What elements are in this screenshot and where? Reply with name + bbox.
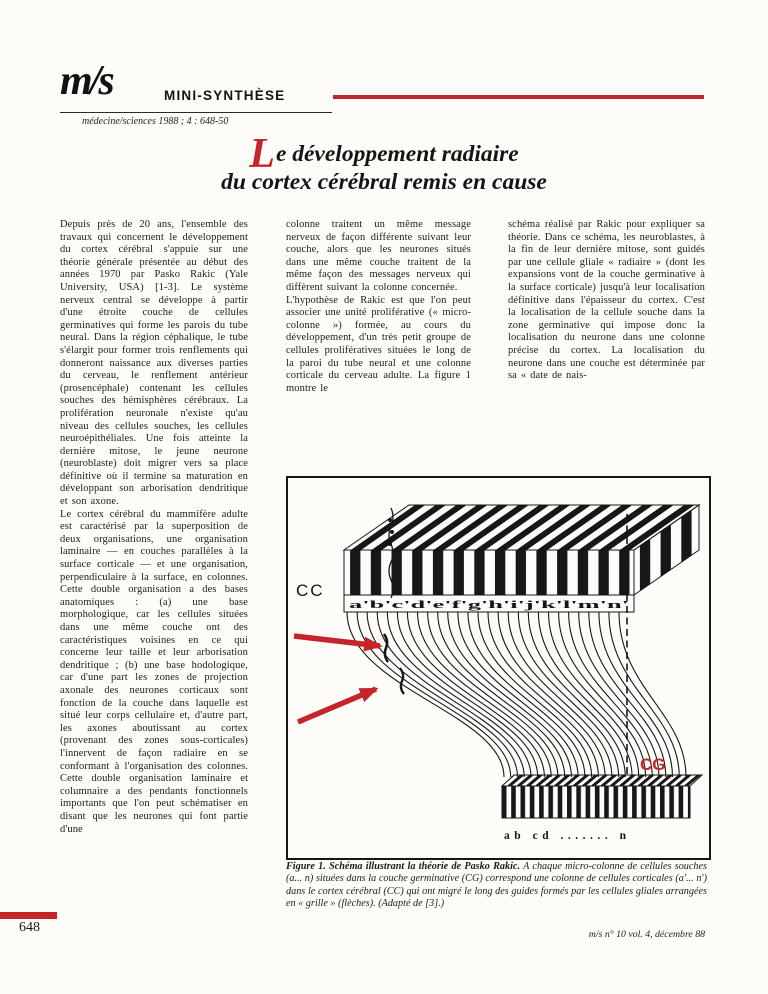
cortical-column-letters: a'b'c'd'e'f'g'h'i'j'k'l'm'n'	[349, 599, 629, 611]
figure-box	[286, 476, 711, 860]
germinal-zone-top-surface	[502, 775, 702, 786]
label-cg: CG	[640, 755, 666, 774]
germinal-zone-front-face	[502, 786, 690, 818]
article-title	[0, 131, 768, 196]
section-title: MINI-SYNTHÈSE	[164, 88, 286, 103]
column-left	[60, 219, 248, 836]
title-dropcap: L	[249, 131, 275, 177]
paragraph-hypothese-rakic: L'hypothèse de Rakic est que l'on peut associer une unité proliférative (« micro-colonne ») formée, au cours du développement, d'un très petit groupe de cellules prolifératives situées le long de la paroi du tube neural et une colonne corticale du cerveau adulte. La figure 1 montre le	[286, 294, 471, 394]
cortical-plate-front-face	[344, 550, 634, 595]
germinal-zone-slab	[502, 775, 702, 842]
red-arrow-upper	[294, 636, 380, 646]
paragraph-intro: Depuis près de 20 ans, l'ensemble des travaux qui concernent le développement du cortex cérébral s'appuie sur une théorie générale présentée au début des années 1970 par Pasko Rakic (Yale University, USA) [1-3]. Le système nerveux central se développe à partir d'une étroite couche de cellules germinatives qui forme les parois du tube neural. Dans la région céphalique, le tube s'élargit pour former trois renflements qui donneront naissance aux diverses parties du cerveau, le renflement antérieur (prosencéphale) contenant les cellules souches des hémisphères cérébraux. La prolifération neuronale n'existe qu'au niveau des cellules souches, les cellules neuroépithéliales. Une fois atteinte la dernière mitose, le jeune neurone (neuroblaste) doit migrer vers sa place définitive où il termine sa maturation en développant son arborisation dendritique et son axone.	[60, 219, 248, 508]
title-line-1	[0, 131, 768, 177]
germinal-zone-letters: ab cd ....... n	[504, 830, 626, 842]
journal-logo: m/s	[60, 58, 112, 104]
migrating-neuron-lower	[400, 668, 404, 694]
journal-reference: médecine/sciences 1988 ; 4 : 648-50	[82, 116, 229, 127]
paragraph-cortex-organisation: Le cortex cérébral du mammifère adulte est caractérisé par la superposition de deux organisations, une organisation laminaire — en couches parallèles à la surface corticale — et une organisation, perpendiculaire à la surface, en colonnes. Cette double organisation a des bases anatomiques : (a) une base morphologique, car les cellules situées dans une même couche ont des caractéristiques voisines en ce qui concerne leur taille et leur arborisation dendritique ; (b) une base hodologique, car d'une part les zones de projection axonale des neurones corticaux sont fonction de la couche dans laquelle est situé leur corps cellulaire et, d'autre part, les axones aboutissant au cortex (provenant des zones sous-corticales) l'innervent de façon radiaire en se conformant à l'organisation des colonnes. Cette double organisation laminaire et columnaire a des pendants fonctionnels importants que l'on peut schématiser en disant que les neurones qui font partie d'une	[60, 508, 248, 835]
figure-caption-text: A chaque micro-colonne de cellules souches (a... n) situées dans la couche germinative (CG) correspond une colonne de cellules corticales (a'... n') dans le cortex cérébral (CC) qui ont migré le long des guides formés par les cellules gliales arrangées en « grille » (flèches). (Adapté de [3].)	[286, 861, 707, 909]
radial-glia-fibers	[347, 612, 686, 777]
label-cc: CC	[296, 581, 325, 600]
title-line-2: du cortex cérébral remis en cause	[221, 169, 547, 196]
figure-caption-title: Figure 1. Schéma illustrant la théorie de Pasko Rakic.	[286, 861, 520, 872]
footer-red-bar	[0, 912, 57, 919]
paragraph-schema: schéma réalisé par Rakic pour expliquer sa théorie. Dans ce schéma, les neuroblastes, à la fin de leur dernière mitose, sont guidés par une cellule gliale « radiaire » (dont les expansions vont de la couche germinative à la surface corticale) jusqu'à leur localisation définitive dans l'épaisseur du cortex. C'est la localisation de la cellule souche dans la zone germinative qui impose donc la localisation du neurone dans une colonne précise du cortex. La localisation du neurone dans une couche est déterminée par sa « date de nais-	[508, 219, 705, 382]
title-line-1-text: e développement radiaire	[275, 141, 519, 167]
paragraph-continuation: colonne traitent un même message nerveux de façon différente suivant leur couche, alors que les neurones situés dans une même couche traitent de la même façon des messages nerveux qui diffèrent suivant la colonne concernée.	[286, 219, 471, 293]
red-arrow-lower	[298, 689, 376, 722]
journal-footer: m/s n° 10 vol. 4, décembre 88	[588, 929, 705, 940]
column-right	[508, 219, 705, 383]
red-rule	[333, 95, 704, 99]
column-middle	[286, 219, 471, 395]
page-number: 648	[19, 920, 40, 935]
cortical-plate-slab	[344, 505, 699, 612]
thin-rule	[60, 112, 332, 113]
rakic-diagram	[288, 478, 705, 854]
figure-caption	[286, 861, 707, 910]
